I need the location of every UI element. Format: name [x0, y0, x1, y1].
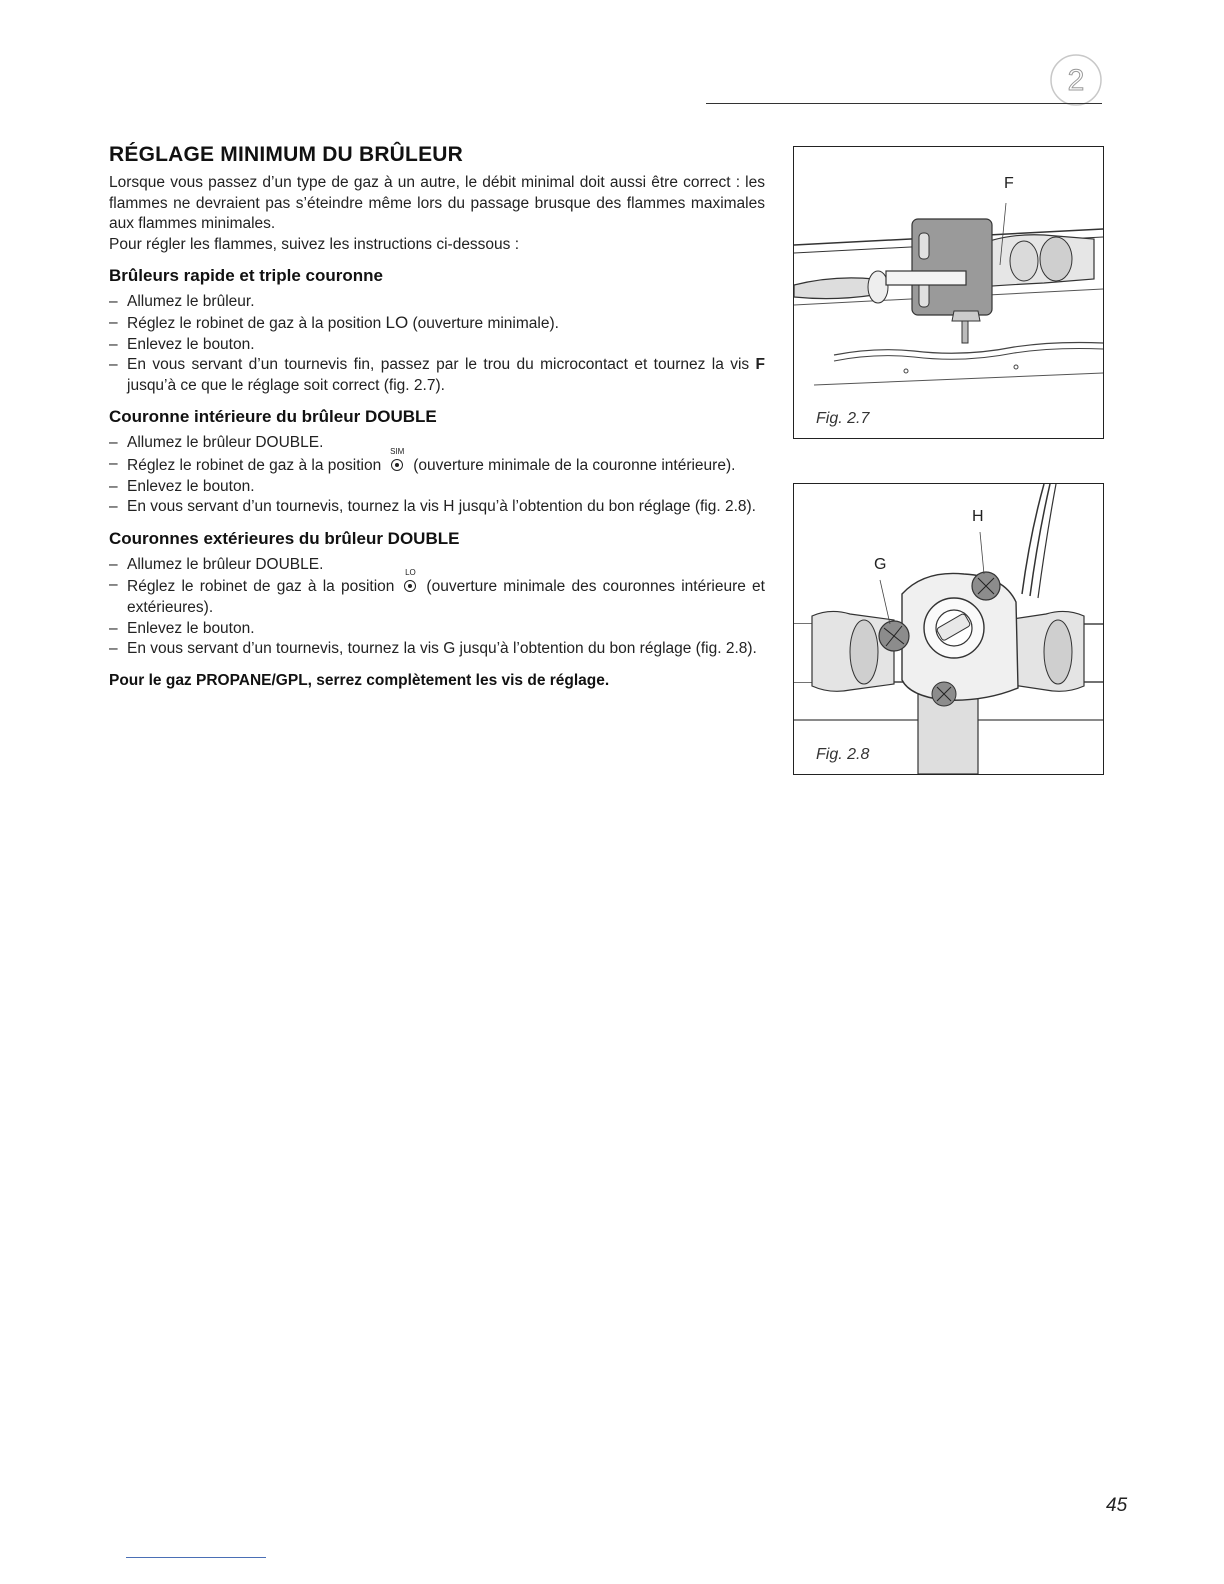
- lo-position-icon: LO: [400, 575, 420, 593]
- figure-caption: Fig. 2.7: [816, 410, 870, 427]
- chapter-number-badge: [1048, 52, 1104, 108]
- screw-f-label: F: [755, 356, 765, 374]
- list-item: – Enlevez le bouton.: [109, 619, 765, 640]
- figure-label-f: F: [1004, 175, 1014, 192]
- figure-label-h: H: [972, 508, 984, 525]
- section-heading-rapid-triple: Brûleurs rapide et triple couronne: [109, 266, 383, 286]
- list-item: – Réglez le robinet de gaz à la position LO (ouverture minimale).: [109, 313, 765, 335]
- figure-label-g: G: [874, 556, 887, 573]
- main-content: [109, 143, 765, 690]
- propane-note: Pour le gaz PROPANE/GPL, serrez complètement les vis de réglage.: [109, 671, 610, 689]
- burner-valve-illustration: [794, 147, 1103, 438]
- chapter-number: 2: [1067, 64, 1085, 97]
- figure-2-7: [793, 146, 1104, 439]
- list-item: – Enlevez le bouton.: [109, 335, 765, 356]
- list-item: – Allumez le brûleur DOUBLE.: [109, 433, 765, 454]
- list-item: – Réglez le robinet de gaz à la position SIM (ouverture minimale de la couronne intérieure).: [109, 454, 765, 477]
- header-rule: [706, 103, 1102, 104]
- steps-inner-crown: [109, 433, 765, 517]
- list-item: – En vous servant d’un tournevis fin, passez par le trou du microcontact et tournez la vis F jusqu’à ce que le réglage soit correct (fig. 2.7).: [109, 355, 765, 396]
- steps-rapid-triple: [109, 292, 765, 396]
- section-heading-inner-crown: Couronne intérieure du brûleur DOUBLE: [109, 407, 437, 427]
- steps-outer-crowns: [109, 555, 765, 660]
- list-item: – En vous servant d’un tournevis, tournez la vis H jusqu’à l’obtention du bon réglage (fig. 2.8).: [109, 497, 765, 518]
- lo-position-label: LO: [385, 312, 409, 332]
- list-item: – Réglez le robinet de gaz à la position LO (ouverture minimale des couronnes intérieure et extérieures).: [109, 575, 765, 618]
- intro-paragraph-2: Pour régler les flammes, suivez les instructions ci-dessous :: [109, 235, 520, 253]
- list-item: – Allumez le brûleur DOUBLE.: [109, 555, 765, 576]
- intro-paragraph-1: Lorsque vous passez d’un type de gaz à un autre, le débit minimal doit aussi être correct : les flammes ne devraient pas s’éteindre même lors du passage brusque des flammes maximales aux flammes minimales.: [109, 174, 765, 233]
- figure-2-8: [793, 483, 1104, 775]
- list-item: – Allumez le brûleur.: [109, 292, 765, 313]
- double-burner-valve-illustration: [794, 484, 1103, 774]
- list-item: – En vous servant d’un tournevis, tournez la vis G jusqu’à l’obtention du bon réglage (fig. 2.8).: [109, 639, 765, 660]
- figure-caption: Fig. 2.8: [816, 746, 870, 763]
- sim-position-icon: SIM: [387, 454, 407, 472]
- footer-link-line: [126, 1557, 266, 1558]
- section-heading-outer-crowns: Couronnes extérieures du brûleur DOUBLE: [109, 528, 460, 548]
- page-title: RÉGLAGE MINIMUM DU BRÛLEUR: [109, 143, 464, 166]
- list-item: – Enlevez le bouton.: [109, 477, 765, 498]
- page-number: 45: [1106, 1495, 1128, 1516]
